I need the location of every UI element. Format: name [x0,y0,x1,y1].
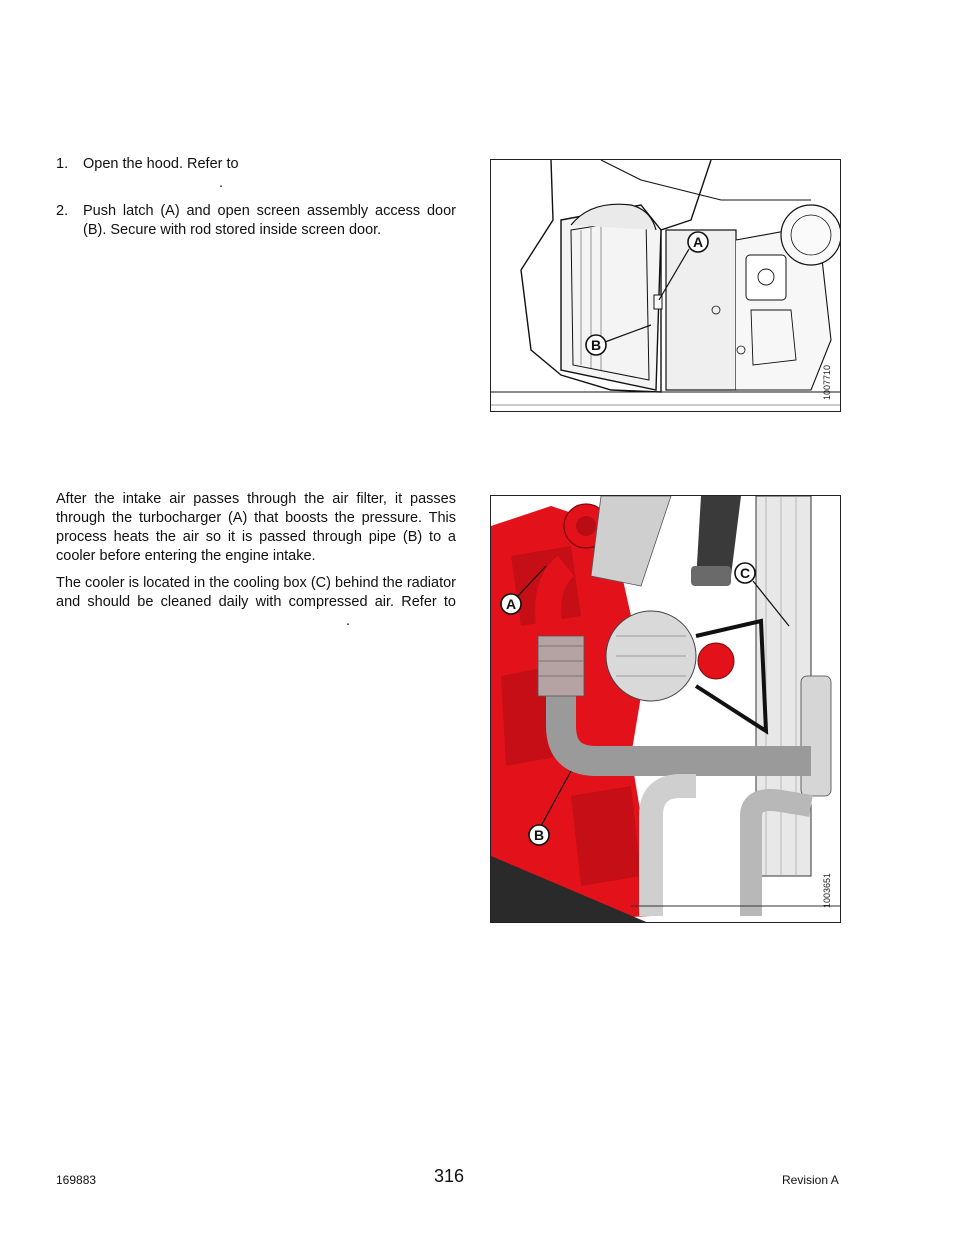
callout-a [688,232,708,252]
callout-a-label: A [692,234,704,250]
callout-b-label: B [590,337,602,353]
figure-turbocharger [490,495,841,923]
revision: Revision A [782,1173,839,1187]
turbocharger-illustration [491,496,841,923]
doc-number: 169883 [56,1173,97,1187]
screen-door-illustration [491,160,841,412]
callout-c [735,563,755,583]
step-2 [56,202,456,240]
callout-a [501,594,521,614]
step-1-text: Open the hood. Refer to [83,156,239,172]
figure-id: 1007710 [822,364,832,400]
callout-a-label: A [505,596,517,612]
step-2-number: 2. [56,203,69,219]
paragraph-cooler [56,574,456,631]
step-1 [56,155,456,193]
page-number: 316 [434,1166,465,1186]
callout-b-label: B [533,827,545,843]
callout-c-label: C [739,565,751,581]
paragraph-cooler-reference-end: . [346,613,351,629]
figure-screen-door [490,159,841,412]
paragraph-cooler-text: The cooler is located in the cooling box (C) behind the radiator and should be cleaned daily with compressed air. Refer to [56,575,456,610]
step-1-reference-end: . [219,175,224,191]
step-1-number: 1. [56,156,69,172]
callout-b [586,335,606,355]
paragraph-turbocharger: After the intake air passes through the air filter, it passes through the turbocharger (A) that boosts the pressure. This process heats the air so it is passed through pipe (B) to a cooler before entering the engine intake. [56,491,456,564]
callout-b [529,825,549,845]
figure-id: 1003651 [822,872,832,908]
step-2-text: Push latch (A) and open screen assembly access door (B). Secure with rod stored inside screen door. [83,203,456,238]
